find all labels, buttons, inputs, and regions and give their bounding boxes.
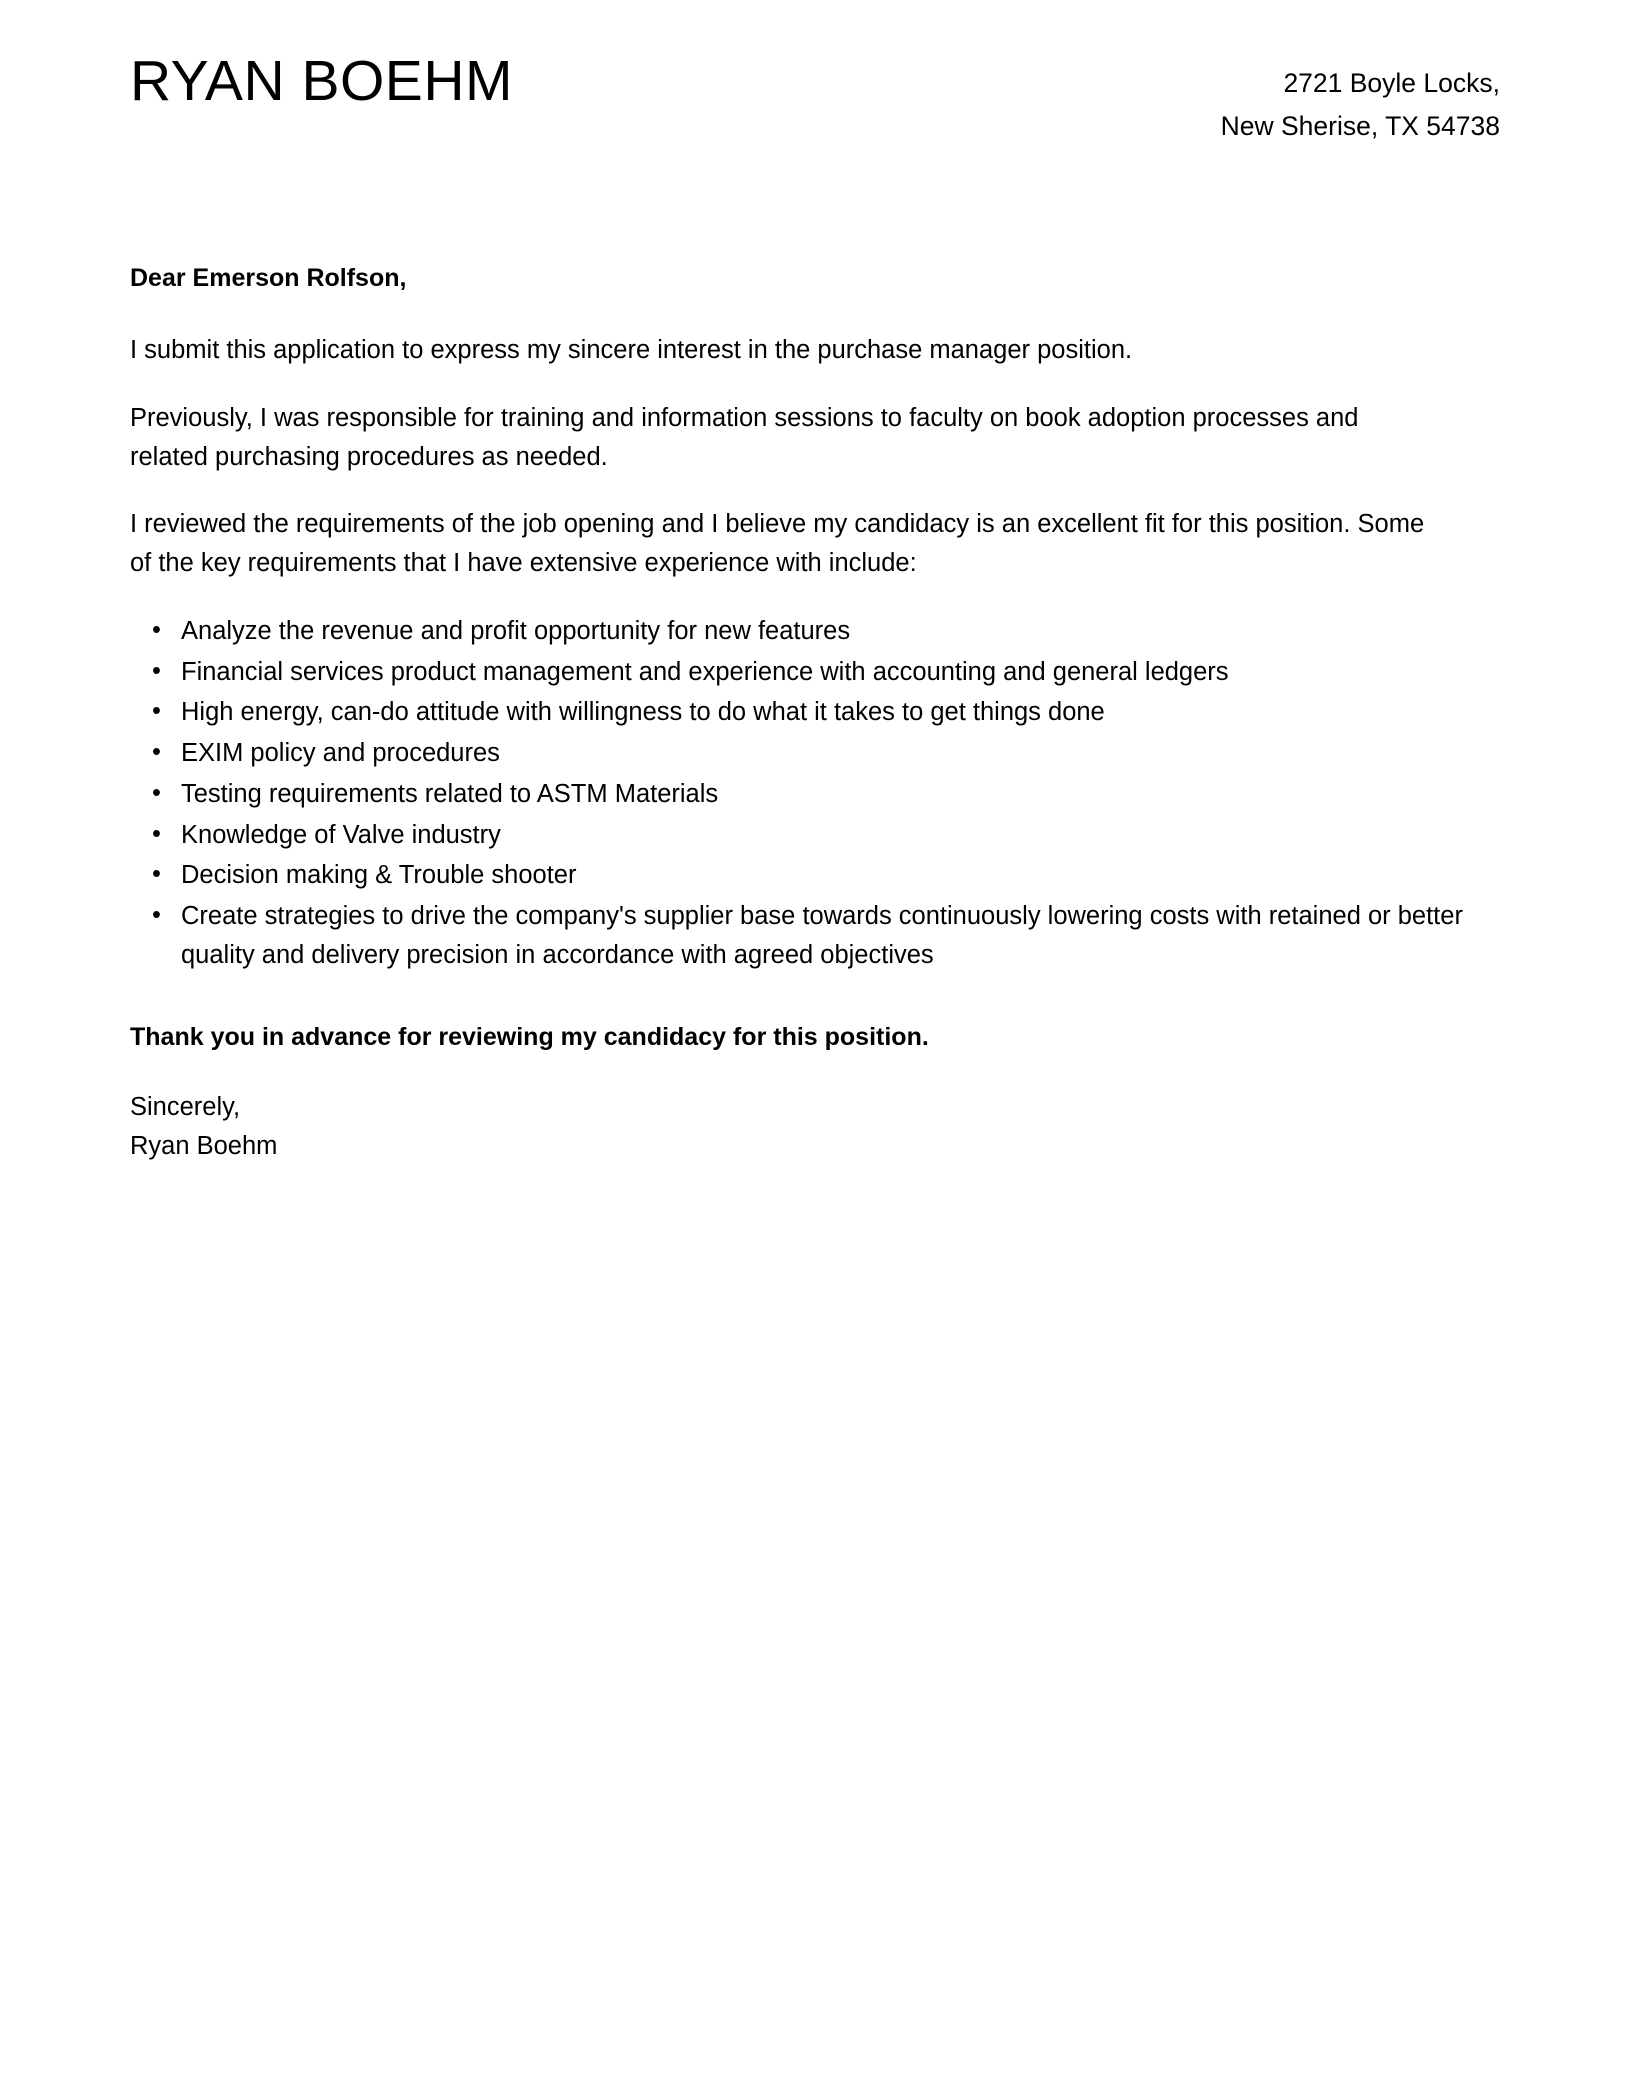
valediction: Sincerely, (130, 1093, 241, 1122)
signature-name: Ryan Boehm (130, 1131, 278, 1160)
list-item: • Knowledge of Valve industry (130, 816, 1481, 855)
address-line-street: 2721 Boyle Locks, (1283, 68, 1500, 98)
address-line-city-state-zip: New Sherise, TX 54738 (1220, 110, 1500, 141)
signoff-block (130, 1088, 1482, 1166)
paragraph-requirements-lead-in: I reviewed the requirements of the job opening and I believe my candidacy is an excellent fit for this position. Some of the key requirements that I have extensive experience with include: (130, 510, 1425, 578)
list-item: • Analyze the revenue and profit opportunity for new features (130, 612, 1481, 651)
paragraph-intro: I submit this application to express my sincere interest in the purchase manager position. (130, 336, 1133, 365)
letter-header (0, 0, 1632, 148)
list-item: • Create strategies to drive the company's supplier base towards continuously lowering costs with retained or better quality and delivery precision in accordance with agreed objectives (130, 897, 1481, 975)
list-item: • High energy, can-do attitude with willingness to do what it takes to get things done (130, 693, 1481, 732)
salutation: Dear Emerson Rolfson, (130, 263, 407, 292)
list-item: • Decision making & Trouble shooter (130, 856, 1481, 895)
list-item: • EXIM policy and procedures (130, 734, 1481, 773)
list-item: • Testing requirements related to ASTM Materials (130, 775, 1481, 814)
closing-statement: Thank you in advance for reviewing my candidacy for this position. (130, 1022, 929, 1051)
paragraph-experience: Previously, I was responsible for training and information sessions to faculty on book adoption processes and related purchasing procedures as needed. (130, 403, 1359, 471)
candidate-name: RYAN BOEHM (130, 49, 513, 113)
list-item: • Financial services product management and experience with accounting and general ledgers (130, 653, 1481, 692)
sender-address-block (1221, 52, 1500, 148)
letter-body (0, 260, 1632, 1166)
qualifications-list (130, 612, 1482, 975)
